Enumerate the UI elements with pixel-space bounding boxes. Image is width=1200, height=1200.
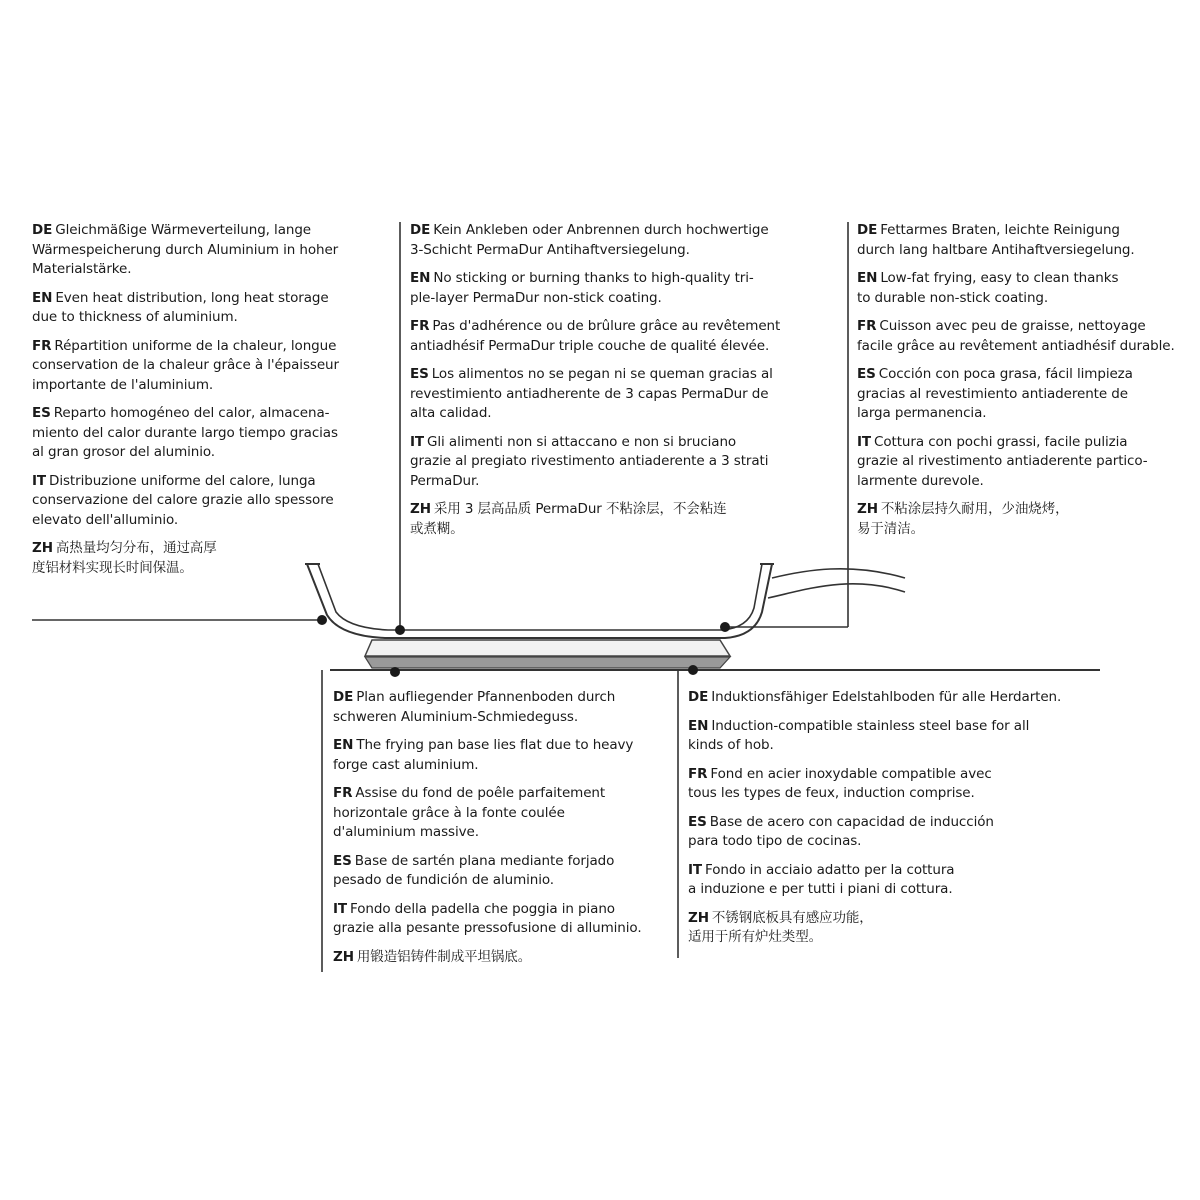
language-code: EN: [410, 270, 431, 286]
paragraph-de: [333, 688, 673, 727]
paragraph-fr: [857, 317, 1197, 356]
paragraph-text: 不锈钢底板具有感应功能， 适用于所有炉灶类型。: [688, 909, 873, 945]
paragraph-zh: [688, 909, 1108, 948]
language-code: EN: [32, 289, 53, 306]
paragraph-text: 用锻造铝铸件制成平坦锅底。: [356, 948, 532, 965]
paragraph-text: Reparto homogéneo del calor, almacena- miento del calor durante largo tiempo gracias al gran grosor del aluminio.: [32, 405, 338, 460]
paragraph-de: [32, 221, 394, 280]
pointer-dot-heat: [317, 615, 327, 625]
language-code: EN: [688, 717, 709, 734]
pan-handle-upper: [772, 569, 905, 578]
paragraph-text: Gli alimenti non si attaccano e non si bruciano grazie al pregiato rivestimento antiaderente a 3 strati PermaDur.: [410, 433, 769, 489]
pointer-dot-flat-base: [390, 667, 400, 677]
paragraph-en: [32, 289, 394, 328]
language-code: EN: [333, 737, 354, 753]
paragraph-fr: [688, 765, 1108, 804]
paragraph-text: Los alimentos no se pegan ni se queman gracias al revestimiento antiadherente de 3 capas PermaDur de alta calidad.: [410, 366, 773, 421]
paragraph-text: Cocción con poca grasa, fácil limpieza gracias al revestimiento antiaderente de larga permanencia.: [857, 366, 1133, 421]
language-code: ES: [857, 366, 876, 382]
language-code: IT: [857, 433, 872, 450]
paragraph-text: Even heat distribution, long heat storage due to thickness of aluminium.: [32, 289, 329, 325]
paragraph-text: Plan aufliegender Pfannenboden durch schweren Aluminium-Schmiedeguss.: [333, 689, 616, 725]
language-code: ES: [32, 405, 51, 421]
paragraph-it: [32, 472, 394, 531]
paragraph-text: 采用 3 层高品质 PermaDur 不粘涂层，不会粘连 或煮糊。: [410, 501, 727, 537]
paragraph-text: Induction-compatible stainless steel base for all kinds of hob.: [688, 717, 1030, 753]
paragraph-zh: [333, 948, 673, 968]
paragraph-text: Assise du fond de poêle parfaitement horizontale grâce à la fonte coulée d'aluminium massive.: [333, 785, 606, 840]
paragraph-text: Fondo in acciaio adatto per la cottura a induzione e per tutti i piani di cottura.: [688, 861, 955, 897]
language-code: IT: [333, 900, 348, 917]
paragraph-zh: [857, 500, 1197, 539]
paragraph-es: [32, 404, 394, 463]
paragraph-en: [688, 717, 1108, 756]
pan-base-aluminium: [365, 640, 730, 656]
paragraph-text: Fettarmes Braten, leichte Reinigung durch lang haltbare Antihaftversiegelung.: [857, 222, 1135, 258]
paragraph-text: Distribuzione uniforme del calore, lunga conservazione del calore grazie allo spessore elevato dell'alluminio.: [32, 472, 334, 528]
paragraph-text: Fond en acier inoxydable compatible avec tous les types de feux, induction comprise.: [688, 765, 992, 801]
paragraph-text: Répartition uniforme de la chaleur, longue conservation de la chaleur grâce à l'épaisseur importante de l'aluminium.: [32, 337, 339, 393]
pan-base-steel-plate: [365, 657, 730, 668]
language-code: FR: [857, 318, 877, 334]
language-code: FR: [333, 785, 353, 801]
language-code: ZH: [32, 540, 53, 556]
paragraph-es: [688, 813, 1108, 852]
language-code: FR: [410, 318, 430, 334]
language-code: ZH: [857, 501, 878, 517]
paragraph-text: The frying pan base lies flat due to heavy forge cast aluminium.: [333, 737, 634, 773]
paragraph-zh: [410, 500, 840, 539]
language-code: FR: [32, 337, 52, 354]
paragraph-text: Fondo della padella che poggia in piano grazie alla pesante pressofusione di alluminio.: [333, 900, 642, 936]
language-code: IT: [688, 861, 703, 878]
language-code: ZH: [688, 909, 709, 926]
language-code: EN: [857, 270, 878, 286]
paragraph-de: [688, 688, 1108, 708]
paragraph-en: [857, 269, 1197, 308]
paragraph-es: [410, 365, 840, 424]
callout-non-stick-coating: [410, 221, 840, 548]
paragraph-it: [688, 861, 1108, 900]
language-code: DE: [688, 689, 709, 705]
language-code: ES: [333, 852, 352, 869]
paragraph-fr: [410, 317, 840, 356]
callout-induction-base: [688, 688, 1108, 957]
paragraph-text: No sticking or burning thanks to high-quality tri- ple-layer PermaDur non-stick coating.: [410, 270, 754, 306]
paragraph-text: Kein Ankleben oder Anbrennen durch hochwertige 3-Schicht PermaDur Antihaftversiegelung.: [410, 222, 769, 258]
language-code: ZH: [410, 501, 431, 517]
paragraph-text: Gleichmäßige Wärmeverteilung, lange Wärmespeicherung durch Aluminium in hoher Materialstärke.: [32, 222, 339, 277]
paragraph-fr: [32, 337, 394, 396]
paragraph-de: [857, 221, 1197, 260]
paragraph-es: [333, 852, 673, 891]
paragraph-text: Pas d'adhérence ou de brûlure grâce au revêtement antiadhésif PermaDur triple couche de qualité élevée.: [410, 318, 781, 354]
paragraph-text: 不粘涂层持久耐用，少油烧烤， 易于清洁。: [857, 501, 1069, 537]
callout-heat-distribution: [32, 221, 394, 587]
paragraph-zh: [32, 539, 394, 578]
language-code: FR: [688, 765, 708, 782]
language-code: ZH: [333, 948, 354, 965]
pan-handle-lower: [768, 584, 905, 598]
paragraph-it: [410, 433, 840, 492]
language-code: IT: [410, 433, 425, 450]
paragraph-text: Base de acero con capacidad de inducción para todo tipo de cocinas.: [688, 813, 994, 849]
pointer-dot-non-stick: [395, 625, 405, 635]
paragraph-text: Cuisson avec peu de graisse, nettoyage facile grâce au revêtement antiadhésif durable.: [857, 318, 1175, 354]
language-code: ES: [688, 813, 707, 830]
paragraph-text: Base de sartén plana mediante forjado pesado de fundición de aluminio.: [333, 852, 615, 888]
language-code: DE: [410, 222, 431, 238]
language-code: DE: [333, 689, 354, 705]
callout-low-fat-frying: [857, 221, 1197, 548]
language-code: DE: [857, 222, 878, 238]
pointer-dot-induction: [688, 665, 698, 675]
paragraph-text: 高热量均匀分布，通过高厚 度铝材料实现长时间保温。: [32, 540, 217, 576]
paragraph-fr: [333, 784, 673, 843]
language-code: IT: [32, 472, 47, 489]
paragraph-it: [857, 433, 1197, 492]
paragraph-text: Induktionsfähiger Edelstahlboden für alle Herdarten.: [711, 689, 1062, 705]
language-code: ES: [410, 366, 429, 382]
paragraph-es: [857, 365, 1197, 424]
language-code: DE: [32, 222, 53, 238]
paragraph-text: Low-fat frying, easy to clean thanks to durable non-stick coating.: [857, 270, 1119, 306]
paragraph-en: [333, 736, 673, 775]
paragraph-text: Cottura con pochi grassi, facile pulizia grazie al rivestimento antiaderente partico- larmente durevole.: [857, 433, 1148, 489]
paragraph-en: [410, 269, 840, 308]
paragraph-de: [410, 221, 840, 260]
callout-flat-base: [333, 688, 673, 976]
pointer-dot-low-fat: [720, 622, 730, 632]
paragraph-it: [333, 900, 673, 939]
